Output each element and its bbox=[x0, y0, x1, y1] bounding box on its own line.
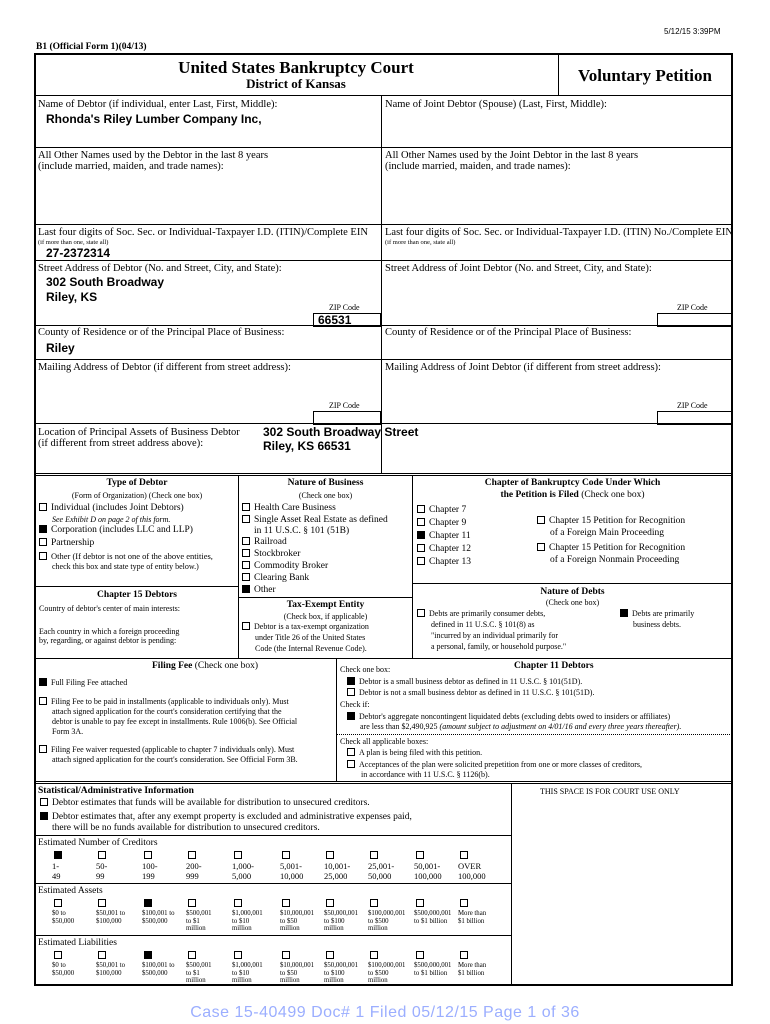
assets-option-line: $1,000,001 bbox=[232, 910, 263, 917]
checkbox[interactable] bbox=[39, 745, 47, 753]
creditors-option-line: 50,001- bbox=[414, 861, 441, 871]
liabilities-option-line: More than bbox=[458, 962, 487, 969]
checkbox[interactable] bbox=[347, 748, 355, 756]
checkbox-checked[interactable] bbox=[417, 531, 425, 539]
chapter15-foreign2: by, regarding, or against debtor is pending: bbox=[39, 636, 177, 645]
creditors-option-label bbox=[458, 861, 486, 881]
checkbox[interactable] bbox=[242, 503, 250, 511]
tax-exempt-title: Tax-Exempt Entity bbox=[286, 600, 365, 610]
joint-mailing-zip-label: ZIP Code bbox=[677, 401, 708, 410]
form-id: B1 (Official Form 1)(04/13) bbox=[36, 42, 147, 52]
assets-option-label bbox=[368, 910, 405, 933]
creditors-label: Estimated Number of Creditors bbox=[38, 838, 158, 848]
commodity-broker-option[interactable]: Commodity Broker bbox=[242, 561, 328, 572]
debtor-ein[interactable]: 27-2372314 bbox=[46, 246, 111, 260]
creditors-option-line: 100,000 bbox=[414, 871, 442, 881]
liabilities-option-line: $1 billion bbox=[458, 969, 485, 977]
chapter-title1: Chapter of Bankruptcy Code Under Which bbox=[484, 478, 661, 488]
liabilities-option-line: $0 to bbox=[52, 962, 66, 969]
debtor-county-label: County of Residence or of the Principal Place of Business: bbox=[38, 327, 285, 338]
fee-waiver-option[interactable]: Filing Fee waiver requested (applicable to chapter 7 individuals only). Must bbox=[39, 745, 294, 754]
assets-checkbox[interactable] bbox=[416, 899, 424, 907]
creditors-option-label bbox=[52, 861, 61, 881]
liabilities-checkbox[interactable] bbox=[188, 951, 196, 959]
liabilities-checkbox[interactable] bbox=[326, 951, 334, 959]
creditors-option-label bbox=[324, 861, 350, 881]
liabilities-option-line: $10,000,001 bbox=[280, 962, 314, 969]
case-footer: Case 15-40499 Doc# 1 Filed 05/12/15 Page 1 of 36 bbox=[190, 1004, 580, 1021]
liabilities-option-line: million bbox=[368, 977, 388, 985]
creditors-option-label bbox=[368, 861, 394, 881]
creditors-option-line: 100- bbox=[142, 861, 158, 871]
chapter15-main-l2: of a Foreign Main Proceeding bbox=[550, 528, 664, 538]
liabilities-option-label bbox=[232, 962, 263, 985]
debtor-mailing-zip-label: ZIP Code bbox=[329, 401, 360, 410]
other-business-option[interactable]: Other bbox=[242, 585, 276, 596]
debtor-ssn-sub: (if more than one, state all) bbox=[38, 239, 109, 246]
clearing-bank-option[interactable]: Clearing Bank bbox=[242, 573, 309, 584]
liabilities-option-line: $100,000,001 bbox=[368, 962, 406, 969]
checkbox-checked[interactable] bbox=[347, 677, 355, 685]
liabilities-option-label bbox=[52, 962, 74, 977]
liabilities-option-label bbox=[142, 962, 174, 977]
liabilities-option-line: million bbox=[280, 977, 300, 985]
creditors-option-line: 200- bbox=[186, 861, 202, 871]
tax-exempt-l2: under Title 26 of the United States bbox=[255, 633, 366, 642]
petition-title: Voluntary Petition bbox=[578, 66, 712, 85]
installments-l4: Form 3A. bbox=[52, 727, 84, 736]
tax-exempt-option[interactable]: Debtor is a tax-exempt organization bbox=[242, 622, 369, 631]
checkbox-checked[interactable] bbox=[347, 712, 355, 720]
assets-option-line: million bbox=[232, 925, 252, 933]
assets-option-line: $50,000,001 bbox=[324, 910, 358, 917]
liabilities-checkbox[interactable] bbox=[144, 951, 152, 959]
debtor-county[interactable]: Riley bbox=[46, 341, 75, 355]
debtor-other-names-label: All Other Names used by the Debtor in the last 8 years bbox=[38, 150, 269, 161]
not-small-business-option[interactable]: Debtor is not a small business debtor as defined in 11 U.S.C. § 101(51D). bbox=[347, 688, 594, 697]
assets-option-line: $0 to bbox=[52, 910, 66, 917]
aggregate-debts-option[interactable]: Debtor's aggregate noncontingent liquidated debts (excluding debts owed to insiders or affiliates) bbox=[347, 712, 670, 721]
liabilities-option-line: $100,000 bbox=[96, 969, 122, 977]
assets-checkbox[interactable] bbox=[98, 899, 106, 907]
location-line1[interactable]: 302 South Broadway Street bbox=[263, 425, 419, 439]
creditors-checkbox[interactable] bbox=[282, 851, 290, 859]
liabilities-checkbox[interactable] bbox=[416, 951, 424, 959]
debtor-zip[interactable]: 66531 bbox=[318, 313, 352, 327]
chapter9-option[interactable]: Chapter 9 bbox=[417, 518, 466, 529]
chapter15-nonmain-l2: of a Foreign Nonmain Proceeding bbox=[550, 555, 680, 565]
creditors-option-line: 25,000 bbox=[324, 871, 348, 881]
checkbox[interactable] bbox=[417, 609, 425, 617]
location-line2[interactable]: Riley, KS 66531 bbox=[263, 439, 351, 453]
checkbox[interactable] bbox=[537, 543, 545, 551]
no-funds-option[interactable]: Debtor estimates that, after any exempt property is excluded and administrative expenses paid, bbox=[40, 812, 412, 823]
chapter7-option[interactable]: Chapter 7 bbox=[417, 505, 466, 516]
liabilities-option-line: $500,000 bbox=[142, 969, 168, 977]
assets-option-line: to $1 billion bbox=[414, 917, 448, 925]
funds-available-option[interactable]: Debtor estimates that funds will be available for distribution to unsecured creditors. bbox=[40, 798, 370, 809]
creditors-option-line: OVER bbox=[458, 861, 482, 871]
full-fee-option[interactable]: Full Filing Fee attached bbox=[39, 678, 127, 687]
liabilities-option-line: to $1 bbox=[186, 969, 200, 977]
creditors-option-line: 50- bbox=[96, 861, 108, 871]
location-label2: (if different from street address above): bbox=[38, 438, 204, 449]
nature-of-debts-sub: (Check one box) bbox=[545, 598, 600, 607]
other-entity-note: check this box and state type of entity below.) bbox=[52, 562, 199, 571]
assets-option-line: $100,000,001 bbox=[368, 910, 406, 917]
creditors-checkbox[interactable] bbox=[144, 851, 152, 859]
creditors-option-line: 1- bbox=[52, 861, 60, 871]
fee-waiver-l2: attach signed application for the court's consideration. See Official Form 3B. bbox=[52, 755, 298, 764]
liabilities-option-label bbox=[414, 962, 451, 977]
assets-option-line: million bbox=[280, 925, 300, 933]
liabilities-checkbox[interactable] bbox=[370, 951, 378, 959]
liabilities-checkbox[interactable] bbox=[282, 951, 290, 959]
assets-checkbox[interactable] bbox=[282, 899, 290, 907]
stockbroker-option[interactable]: Stockbroker bbox=[242, 549, 300, 560]
debtor-street1[interactable]: 302 South Broadway bbox=[46, 275, 165, 289]
creditors-option-line: 10,001- bbox=[324, 861, 351, 871]
debtor-street2[interactable]: Riley, KS bbox=[46, 290, 98, 304]
creditors-option-line: 999 bbox=[186, 871, 199, 881]
creditors-checkbox[interactable] bbox=[326, 851, 334, 859]
single-asset-note: in 11 U.S.C. § 101 (51B) bbox=[254, 526, 350, 536]
assets-option-line: to $500 bbox=[368, 917, 389, 925]
creditors-option-line: 5,000 bbox=[232, 871, 252, 881]
assets-option-label bbox=[232, 910, 263, 933]
liabilities-option-line: $500,001 bbox=[186, 962, 212, 969]
joint-ssn-label: Last four digits of Soc. Sec. or Individual-Taxpayer I.D. (ITIN) No./Complete EIN bbox=[385, 227, 734, 238]
debtor-mailing-label: Mailing Address of Debtor (if different from street address): bbox=[38, 362, 291, 373]
statistical-title: Statistical/Administrative Information bbox=[38, 786, 194, 796]
creditors-option-line: 49 bbox=[52, 871, 61, 881]
assets-option-line: $100,001 to bbox=[142, 910, 175, 917]
assets-option-label bbox=[324, 910, 358, 933]
creditors-option-label bbox=[414, 861, 442, 881]
liabilities-option-line: million bbox=[232, 977, 252, 985]
tax-exempt-sub: (Check box, if applicable) bbox=[283, 612, 368, 621]
business-debts-option[interactable]: Debts are primarily bbox=[620, 609, 694, 618]
assets-option-line: $500,000 bbox=[142, 917, 168, 925]
chapter12-option[interactable]: Chapter 12 bbox=[417, 544, 471, 555]
joint-mailing-label: Mailing Address of Joint Debtor (if different from street address): bbox=[385, 362, 661, 373]
chapter15-nonmain-option[interactable]: Chapter 15 Petition for Recognition bbox=[537, 543, 685, 554]
individual-note: See Exhibit D on page 2 of this form. bbox=[52, 515, 171, 524]
acceptances-l2: in accordance with 11 U.S.C. § 1126(b). bbox=[361, 770, 490, 779]
creditors-option-line: 100,000 bbox=[458, 871, 486, 881]
checkbox[interactable] bbox=[242, 537, 250, 545]
debtor-name[interactable]: Rhonda's Riley Lumber Company Inc, bbox=[46, 112, 262, 126]
joint-street-label: Street Address of Joint Debtor (No. and Street, City, and State): bbox=[385, 263, 652, 274]
liabilities-option-line: to $500 bbox=[368, 969, 389, 977]
joint-other-names-sub: (include married, maiden, and trade names): bbox=[385, 161, 571, 172]
checkbox[interactable] bbox=[40, 798, 48, 806]
joint-county-label: County of Residence or of the Principal Place of Business: bbox=[385, 327, 632, 338]
checkbox-checked[interactable] bbox=[620, 609, 628, 617]
assets-option-line: More than bbox=[458, 910, 487, 917]
checkbox[interactable] bbox=[242, 561, 250, 569]
partnership-option[interactable]: Partnership bbox=[39, 538, 94, 549]
nature-of-business-title: Nature of Business bbox=[287, 478, 364, 488]
assets-option-line: to $10 bbox=[232, 917, 250, 925]
assets-option-line: $1 billion bbox=[458, 917, 485, 925]
liabilities-option-label bbox=[280, 962, 314, 985]
debtor-ssn-label: Last four digits of Soc. Sec. or Individual-Taxpayer I.D. (ITIN)/Complete EIN bbox=[38, 227, 368, 238]
liabilities-checkbox[interactable] bbox=[234, 951, 242, 959]
assets-checkbox[interactable] bbox=[326, 899, 334, 907]
liabilities-option-line: $100,001 to bbox=[142, 962, 175, 969]
acceptances-option[interactable]: Acceptances of the plan were solicited prepetition from one or more classes of creditors, bbox=[347, 760, 642, 769]
liabilities-option-line: $50,000 bbox=[52, 969, 75, 977]
consumer-debts-l2: defined in 11 U.S.C. § 101(8) as bbox=[431, 620, 535, 629]
checkbox[interactable] bbox=[417, 557, 425, 565]
assets-option-label bbox=[458, 910, 486, 925]
creditors-option-label bbox=[142, 861, 158, 881]
assets-checkbox[interactable] bbox=[234, 899, 242, 907]
creditors-option-label bbox=[280, 861, 303, 881]
creditors-option-line: 199 bbox=[142, 871, 155, 881]
tax-exempt-l3: Code (the Internal Revenue Code). bbox=[255, 644, 367, 653]
checkbox[interactable] bbox=[347, 688, 355, 696]
liabilities-option-line: to $1 billion bbox=[414, 969, 448, 977]
creditors-checkbox[interactable] bbox=[98, 851, 106, 859]
chapter11-title: Chapter 11 Debtors bbox=[514, 661, 594, 671]
joint-other-names-label: All Other Names used by the Joint Debtor in the last 8 years bbox=[385, 150, 639, 161]
health-care-option[interactable]: Health Care Business bbox=[242, 503, 336, 514]
single-asset-option[interactable]: Single Asset Real Estate as defined bbox=[242, 515, 388, 526]
court-title: United States Bankruptcy Court bbox=[178, 58, 414, 77]
consumer-debts-l3: "incurred by an individual primarily for bbox=[431, 631, 559, 640]
creditors-checkbox[interactable] bbox=[416, 851, 424, 859]
checkbox[interactable] bbox=[39, 503, 47, 511]
creditors-option-label bbox=[232, 861, 254, 881]
chapter13-option[interactable]: Chapter 13 bbox=[417, 557, 471, 568]
installments-option[interactable]: Filing Fee to be paid in installments (applicable to individuals only). Must bbox=[39, 697, 289, 706]
assets-option-line: $500,001 bbox=[186, 910, 212, 917]
chapter15-main-option[interactable]: Chapter 15 Petition for Recognition bbox=[537, 516, 685, 527]
assets-option-label bbox=[142, 910, 174, 925]
assets-option-line: $500,000,001 bbox=[414, 910, 452, 917]
creditors-option-line: 1,000- bbox=[232, 861, 254, 871]
plan-filed-option[interactable]: A plan is being filed with this petition. bbox=[347, 748, 482, 757]
debtor-zip-label: ZIP Code bbox=[329, 303, 360, 312]
creditors-option-line: 25,001- bbox=[368, 861, 395, 871]
liabilities-option-line: million bbox=[186, 977, 206, 985]
timestamp: 5/12/15 3:39PM bbox=[664, 27, 721, 36]
assets-checkbox[interactable] bbox=[460, 899, 468, 907]
checkbox-checked[interactable] bbox=[242, 585, 250, 593]
railroad-option[interactable]: Railroad bbox=[242, 537, 287, 548]
assets-option-line: $100,000 bbox=[96, 917, 122, 925]
small-business-option[interactable]: Debtor is a small business debtor as defined in 11 U.S.C. § 101(51D). bbox=[347, 677, 582, 686]
ch11-check-if: Check if: bbox=[340, 700, 370, 709]
consumer-debts-l4: a personal, family, or household purpose." bbox=[431, 642, 567, 651]
checkbox[interactable] bbox=[39, 697, 47, 705]
liabilities-checkbox[interactable] bbox=[460, 951, 468, 959]
creditors-option-label bbox=[186, 861, 202, 881]
assets-option-label bbox=[52, 910, 74, 925]
checkbox[interactable] bbox=[417, 518, 425, 526]
debtor-name-label: Name of Debtor (if individual, enter Last, First, Middle): bbox=[38, 99, 278, 110]
creditors-option-line: 99 bbox=[96, 871, 105, 881]
checkbox[interactable] bbox=[347, 760, 355, 768]
checkbox-checked[interactable] bbox=[39, 678, 47, 686]
assets-checkbox[interactable] bbox=[144, 899, 152, 907]
liabilities-option-line: $50,001 to bbox=[96, 962, 126, 969]
checkbox-checked[interactable] bbox=[40, 812, 48, 820]
checkbox[interactable] bbox=[39, 552, 47, 560]
assets-checkbox[interactable] bbox=[370, 899, 378, 907]
chapter11-option[interactable]: Chapter 11 bbox=[417, 531, 471, 542]
creditors-option-line: 50,000 bbox=[368, 871, 392, 881]
liabilities-option-line: $500,000,001 bbox=[414, 962, 452, 969]
creditors-checkbox[interactable] bbox=[188, 851, 196, 859]
assets-option-line: to $50 bbox=[280, 917, 298, 925]
assets-option-line: to $100 bbox=[324, 917, 345, 925]
assets-option-line: to $1 bbox=[186, 917, 200, 925]
chapter15-title: Chapter 15 Debtors bbox=[96, 590, 178, 600]
debtor-street-label: Street Address of Debtor (No. and Street, City, and State): bbox=[38, 263, 282, 274]
joint-ssn-sub: (if more than one, state all) bbox=[385, 239, 456, 246]
creditors-checkbox[interactable] bbox=[370, 851, 378, 859]
assets-option-label bbox=[414, 910, 451, 925]
individual-option[interactable]: Individual (includes Joint Debtors) bbox=[39, 503, 184, 514]
liabilities-option-line: $50,000,001 bbox=[324, 962, 358, 969]
chapter15-foreign1: Each country in which a foreign proceeding bbox=[39, 627, 180, 636]
business-debts-l2: business debts. bbox=[633, 620, 681, 629]
liabilities-option-label bbox=[458, 962, 486, 977]
district: District of Kansas bbox=[246, 76, 346, 91]
joint-zip-label: ZIP Code bbox=[677, 303, 708, 312]
checkbox[interactable] bbox=[242, 549, 250, 557]
assets-label: Estimated Assets bbox=[38, 886, 103, 896]
checkbox[interactable] bbox=[537, 516, 545, 524]
assets-option-line: $10,000,001 bbox=[280, 910, 314, 917]
location-label1: Location of Principal Assets of Business Debtor bbox=[38, 427, 240, 438]
installments-l2: attach signed application for the court's consideration certifying that the bbox=[52, 707, 282, 716]
aggregate-debts-l2: are less than $2,490,925 (amount subject to adjustment on 4/01/16 and every three years thereafter). bbox=[360, 722, 682, 731]
liabilities-option-label bbox=[186, 962, 212, 985]
creditors-option-line: 5,001- bbox=[280, 861, 302, 871]
nature-of-debts-title: Nature of Debts bbox=[540, 587, 605, 597]
liabilities-checkbox[interactable] bbox=[54, 951, 62, 959]
creditors-checkbox[interactable] bbox=[460, 851, 468, 859]
liabilities-option-label bbox=[324, 962, 358, 985]
creditors-checkbox[interactable] bbox=[234, 851, 242, 859]
liabilities-option-line: $1,000,001 bbox=[232, 962, 263, 969]
checkbox[interactable] bbox=[417, 544, 425, 552]
liabilities-label: Estimated Liabilities bbox=[38, 938, 117, 948]
chapter15-center-label: Country of debtor's center of main interests: bbox=[39, 604, 180, 613]
consumer-debts-option[interactable]: Debts are primarily consumer debts, bbox=[417, 609, 545, 618]
creditors-checkbox[interactable] bbox=[54, 851, 62, 859]
liabilities-option-label bbox=[368, 962, 405, 985]
checkbox-checked[interactable] bbox=[39, 525, 47, 533]
court-use-only: THIS SPACE IS FOR COURT USE ONLY bbox=[540, 787, 680, 796]
debtor-other-names-sub: (include married, maiden, and trade names): bbox=[38, 161, 224, 172]
no-funds-l2: there will be no funds available for distribution to unsecured creditors. bbox=[52, 823, 320, 833]
checkbox[interactable] bbox=[39, 538, 47, 546]
creditors-option-label bbox=[96, 861, 107, 881]
joint-name-label: Name of Joint Debtor (Spouse) (Last, First, Middle): bbox=[385, 99, 607, 110]
assets-option-line: million bbox=[368, 925, 388, 933]
liabilities-option-line: to $100 bbox=[324, 969, 345, 977]
liabilities-option-label bbox=[96, 962, 125, 977]
other-entity-option[interactable]: Other (If debtor is not one of the above entities, bbox=[39, 551, 213, 563]
ch11-check-one: Check one box: bbox=[340, 665, 391, 674]
creditors-option-line: 10,000 bbox=[280, 871, 304, 881]
liabilities-option-line: to $50 bbox=[280, 969, 298, 977]
assets-option-label bbox=[186, 910, 212, 933]
installments-l3: debtor is unable to pay fee except in installments. Rule 1006(b). See Official bbox=[52, 717, 298, 726]
checkbox[interactable] bbox=[242, 573, 250, 581]
assets-checkbox[interactable] bbox=[188, 899, 196, 907]
liabilities-option-line: million bbox=[324, 977, 344, 985]
ch11-check-all: Check all applicable boxes: bbox=[340, 737, 429, 746]
type-of-debtor-sub: (Form of Organization) (Check one box) bbox=[71, 491, 203, 500]
assets-option-line: $50,001 to bbox=[96, 910, 126, 917]
assets-option-label bbox=[96, 910, 125, 925]
type-of-debtor-title: Type of Debtor bbox=[106, 478, 168, 488]
corporation-option[interactable]: Corporation (includes LLC and LLP) bbox=[39, 525, 193, 536]
checkbox[interactable] bbox=[417, 505, 425, 513]
checkbox[interactable] bbox=[242, 622, 250, 630]
assets-option-line: $50,000 bbox=[52, 917, 75, 925]
liabilities-option-line: to $10 bbox=[232, 969, 250, 977]
nature-of-business-sub: (Check one box) bbox=[298, 491, 353, 500]
assets-checkbox[interactable] bbox=[54, 899, 62, 907]
assets-option-label bbox=[280, 910, 314, 933]
filing-fee-title: Filing Fee (Check one box) bbox=[152, 661, 259, 671]
liabilities-checkbox[interactable] bbox=[98, 951, 106, 959]
chapter-title2: the Petition is Filed (Check one box) bbox=[500, 490, 645, 500]
assets-option-line: million bbox=[324, 925, 344, 933]
assets-option-line: million bbox=[186, 925, 206, 933]
checkbox[interactable] bbox=[242, 515, 250, 523]
